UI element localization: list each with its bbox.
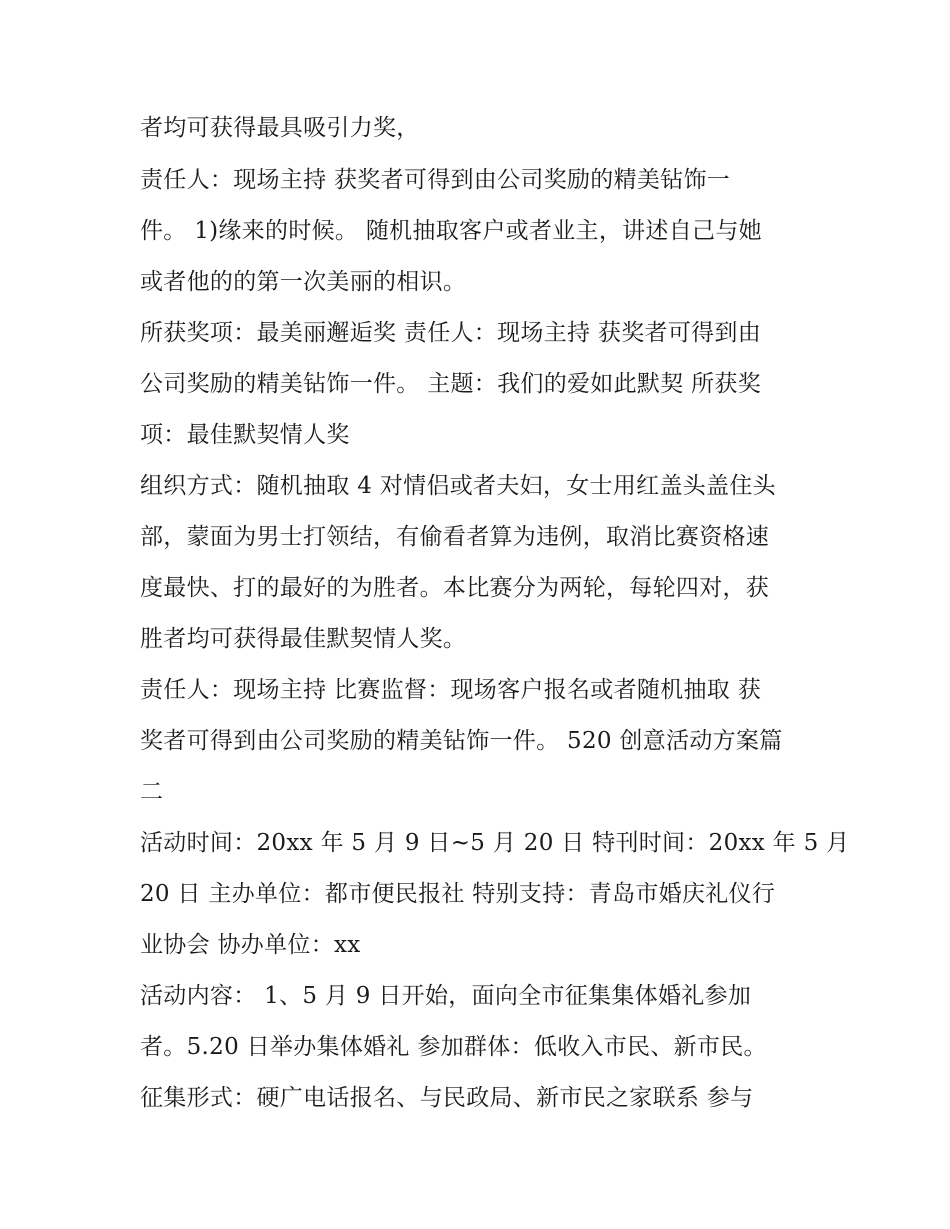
text-line: 20 日 主办单位：都市便民报社 特别支持：青岛市婚庆礼仪行 <box>140 881 776 907</box>
text-line: 活动内容： 1、5 月 9 日开始，面向全市征集集体婚礼参加 <box>140 983 752 1009</box>
text-line: 部，蒙面为男士打领结，有偷看者算为违例，取消比赛资格速 <box>140 524 770 550</box>
text-line: 项：最佳默契情人奖 <box>140 422 350 448</box>
text-line: 者均可获得最具吸引力奖， <box>140 115 420 141</box>
text-line: 业协会 协办单位：xx <box>140 932 361 958</box>
text-line: 二 <box>140 779 164 805</box>
text-line: 度最快、打的最好的为胜者。本比赛分为两轮，每轮四对，获 <box>140 575 770 601</box>
text-line: 奖者可得到由公司奖励的精美钻饰一件。 520 创意活动方案篇 <box>140 728 783 754</box>
text-line: 活动时间：20xx 年 5 月 9 日~5 月 20 日 特刊时间：20xx 年 5 月 <box>140 830 850 856</box>
text-line: 责任人：现场主持 获奖者可得到由公司奖励的精美钻饰一 <box>140 167 731 193</box>
text-line: 公司奖励的精美钻饰一件。 主题：我们的爱如此默契 所获奖 <box>140 371 762 397</box>
text-line: 或者他的的第一次美丽的相识。 <box>140 269 467 295</box>
text-line: 组织方式：随机抽取 4 对情侣或者夫妇，女士用红盖头盖住头 <box>140 473 776 499</box>
text-line: 所获奖项：最美丽邂逅奖 责任人：现场主持 获奖者可得到由 <box>140 320 762 346</box>
text-line: 胜者均可获得最佳默契情人奖。 <box>140 626 467 652</box>
text-line: 征集形式：硬广电话报名、与民政局、新市民之家联系 参与 <box>140 1085 754 1111</box>
text-line: 件。 1)缘来的时候。 随机抽取客户或者业主，讲述自己与她 <box>140 218 762 244</box>
text-line: 责任人：现场主持 比赛监督：现场客户报名或者随机抽取 获 <box>140 677 762 703</box>
text-line: 者。5.20 日举办集体婚礼 参加群体：低收入市民、新市民。 <box>140 1034 767 1060</box>
